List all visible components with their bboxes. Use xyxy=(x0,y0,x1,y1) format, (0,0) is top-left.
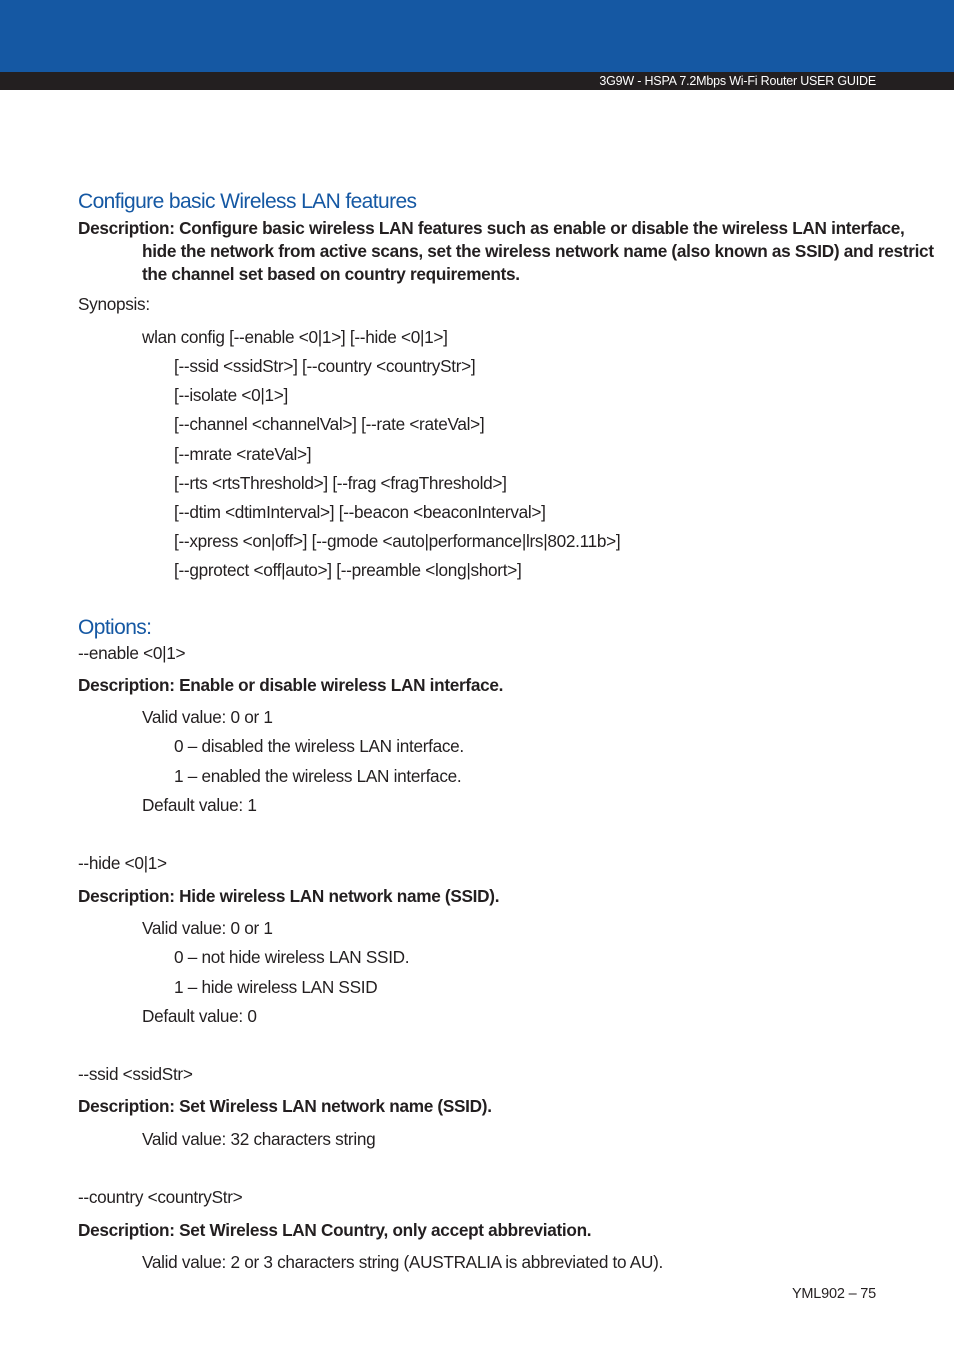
guide-title: 3G9W - HSPA 7.2Mbps Wi-Fi Router USER GUIDE xyxy=(599,74,876,88)
value-item: 0 – disabled the wireless LAN interface. xyxy=(174,736,464,756)
option-flag-hide: --hide <0|1> xyxy=(78,853,167,873)
options-title: Options: xyxy=(78,616,152,639)
synopsis-label: Synopsis: xyxy=(78,294,150,314)
valid-value: Valid value: 0 or 1 xyxy=(142,707,273,727)
synopsis-line: [--gprotect <off|auto>] [--preamble <long|short>] xyxy=(174,560,522,580)
default-value: Default value: 1 xyxy=(142,795,257,815)
section-description: Description: Configure basic wireless LAN features such as enable or disable the wireless LAN interface, hide the network from active scans, set the wireless network name (also known as SSID) and restrict the channel set based on country requirements. xyxy=(78,218,934,284)
option-description-country: Description: Set Wireless LAN Country, only accept abbreviation. xyxy=(78,1220,592,1240)
option-flag-ssid: --ssid <ssidStr> xyxy=(78,1064,193,1084)
synopsis-line: [--mrate <rateVal>] xyxy=(174,444,312,464)
synopsis-line: [--channel <channelVal>] [--rate <rateVal>] xyxy=(174,414,485,434)
synopsis-line: [--rts <rtsThreshold>] [--frag <fragThreshold>] xyxy=(174,473,507,493)
option-flag-country: --country <countryStr> xyxy=(78,1187,243,1207)
option-description-hide: Description: Hide wireless LAN network name (SSID). xyxy=(78,886,500,906)
value-item: 0 – not hide wireless LAN SSID. xyxy=(174,947,410,967)
value-item: 1 – enabled the wireless LAN interface. xyxy=(174,766,462,786)
page-number: YML902 – 75 xyxy=(791,1286,876,1302)
synopsis-line: wlan config [--enable <0|1>] [--hide <0|1>] xyxy=(142,327,448,347)
valid-value: Valid value: 32 characters string xyxy=(142,1129,376,1149)
synopsis-line: [--isolate <0|1>] xyxy=(174,385,289,405)
valid-value: Valid value: 2 or 3 characters string (AUSTRALIA is abbreviated to AU). xyxy=(142,1252,663,1272)
synopsis-line: [--xpress <on|off>] [--gmode <auto|performance|lrs|802.11b>] xyxy=(174,531,621,551)
section-title: Configure basic Wireless LAN features xyxy=(78,190,417,213)
synopsis-line: [--dtim <dtimInterval>] [--beacon <beaconInterval>] xyxy=(174,502,546,522)
option-flag-enable: --enable <0|1> xyxy=(78,643,186,663)
header-band xyxy=(0,0,954,72)
option-description-ssid: Description: Set Wireless LAN network name (SSID). xyxy=(78,1096,492,1116)
synopsis-line: [--ssid <ssidStr>] [--country <countryStr>] xyxy=(174,356,476,376)
default-value: Default value: 0 xyxy=(142,1006,257,1026)
value-item: 1 – hide wireless LAN SSID xyxy=(174,977,378,997)
valid-value: Valid value: 0 or 1 xyxy=(142,918,273,938)
option-description-enable: Description: Enable or disable wireless LAN interface. xyxy=(78,675,504,695)
